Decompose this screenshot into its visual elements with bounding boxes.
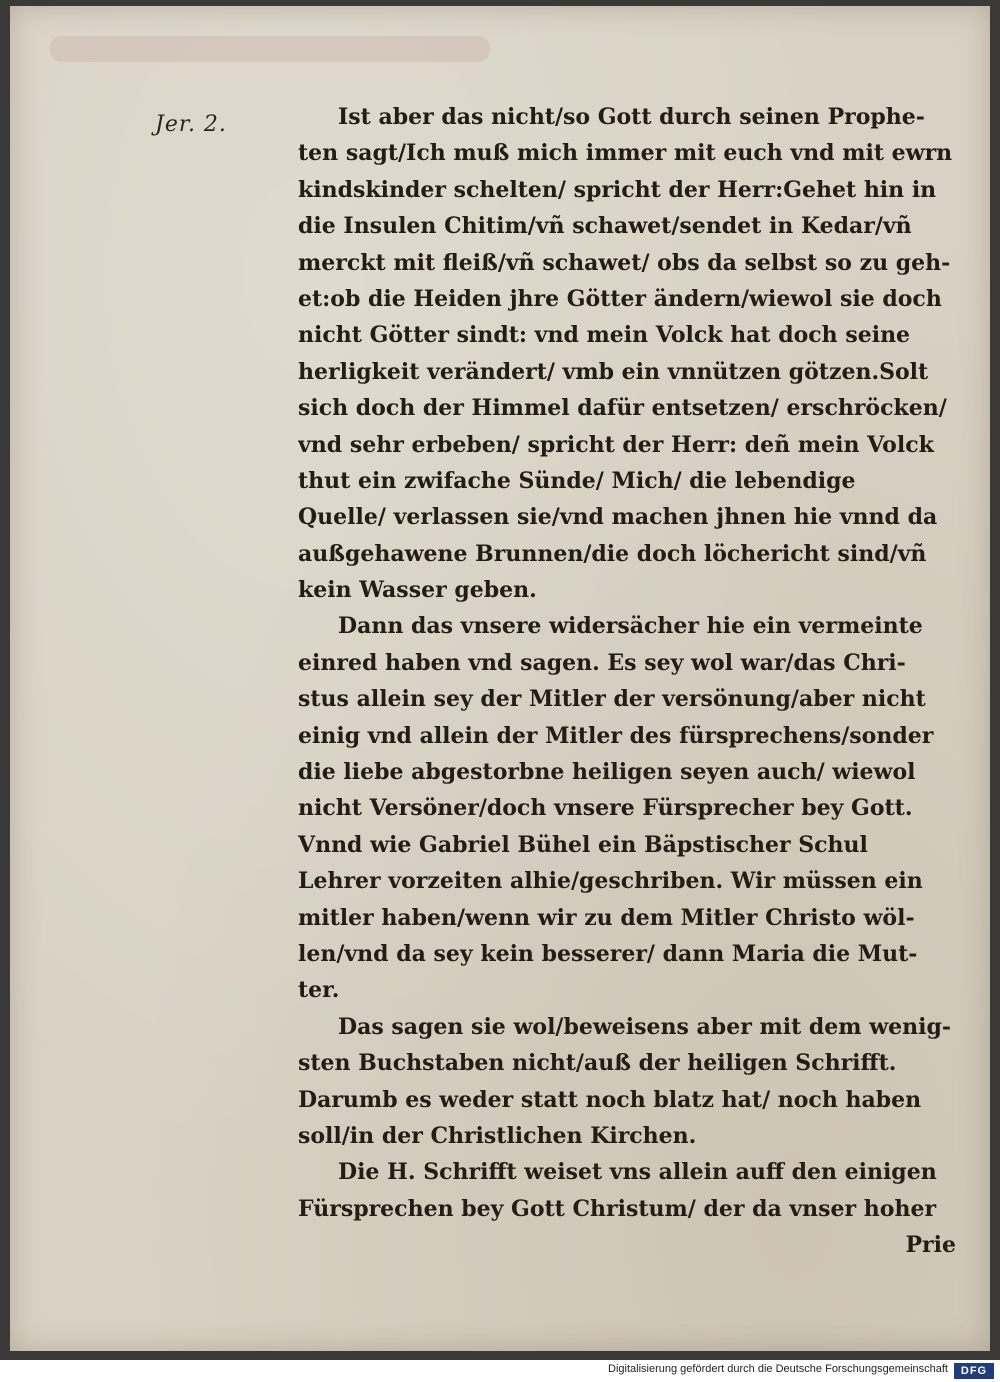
text-line: Quelle/ verlassen sie/vnd machen jhnen hie vnnd da — [298, 504, 938, 531]
text-line: die Insulen Chitim/vñ schawet/sendet in Kedar/vñ — [298, 213, 912, 240]
text-line: soll/in der Christlichen Kirchen. — [298, 1122, 697, 1149]
text-line: außgehawene Brunnen/die doch löchericht sind/vñ — [298, 540, 927, 567]
dfg-logo: DFG — [954, 1363, 994, 1379]
text-line: ter. — [298, 977, 340, 1004]
text-line: sich doch der Himmel dafür entsetzen/ erschröcken/ — [298, 395, 947, 422]
text-line: Prie — [905, 1232, 956, 1259]
text-line: Lehrer vorzeiten alhie/geschriben. Wir müssen ein — [298, 868, 923, 895]
page-body-text — [298, 99, 956, 1264]
text-line: Die H. Schrifft weiset vns allein auff den einigen — [338, 1159, 937, 1186]
text-line: kindskinder schelten/ spricht der Herr:Gehet hin in — [298, 176, 937, 203]
text-line: Vnnd wie Gabriel Bühel ein Bäpstischer Schul — [298, 831, 868, 858]
text-line: Das sagen sie wol/beweisens aber mit dem wenig- — [338, 1013, 952, 1040]
text-line: sten Buchstaben nicht/auß der heiligen Schrifft. — [298, 1050, 897, 1077]
text-line: nicht Götter sindt: vnd mein Volck hat doch seine — [298, 322, 911, 349]
funding-credit: Digitalisierung gefördert durch die Deutsche Forschungsgemeinschaft — [608, 1363, 948, 1375]
text-line: kein Wasser geben. — [298, 577, 537, 604]
text-line: merckt mit fleiß/vñ schawet/ obs da selbst so zu geh- — [298, 249, 951, 276]
text-line: herligkeit verändert/ vmb ein vnnützen götzen.Solt — [298, 358, 929, 385]
text-line: et:ob die Heiden jhre Götter ändern/wiewol sie doch — [298, 285, 942, 312]
text-line: einig vnd allein der Mitler des fürsprechens/sonder — [298, 722, 934, 749]
text-line: Darumb es weder statt noch blatz hat/ noch haben — [298, 1086, 922, 1113]
text-line: len/vnd da sey kein besserer/ dann Maria die Mut- — [298, 940, 918, 967]
text-line: Fürsprechen bey Gott Christum/ der da vnser hoher — [298, 1195, 937, 1222]
text-line: die liebe abgestorbne heiligen seyen auch/ wiewol — [298, 759, 916, 786]
text-line: ten sagt/Ich muß mich immer mit euch vnd mit ewrn — [298, 140, 953, 167]
margin-note: Jer. 2. — [155, 112, 227, 137]
text-line: vnd sehr erbeben/ spricht der Herr: deñ mein Volck — [298, 431, 934, 458]
text-line: thut ein zwifache Sünde/ Mich/ die lebendige — [298, 467, 856, 494]
text-line: nicht Versöner/doch vnsere Fürsprecher bey Gott. — [298, 795, 913, 822]
footer-bar — [0, 1360, 1000, 1382]
paper-stain — [50, 36, 490, 62]
text-line: Ist aber das nicht/so Gott durch seinen Prophe- — [338, 104, 925, 130]
text-line: einred haben vnd sagen. Es sey wol war/das Chri- — [298, 649, 906, 676]
text-line: mitler haben/wenn wir zu dem Mitler Christo wöl- — [298, 904, 915, 931]
text-line: stus allein sey der Mitler der versönung/aber nicht — [298, 686, 926, 713]
text-line: Dann das vnsere widersächer hie ein vermeinte — [338, 613, 923, 640]
